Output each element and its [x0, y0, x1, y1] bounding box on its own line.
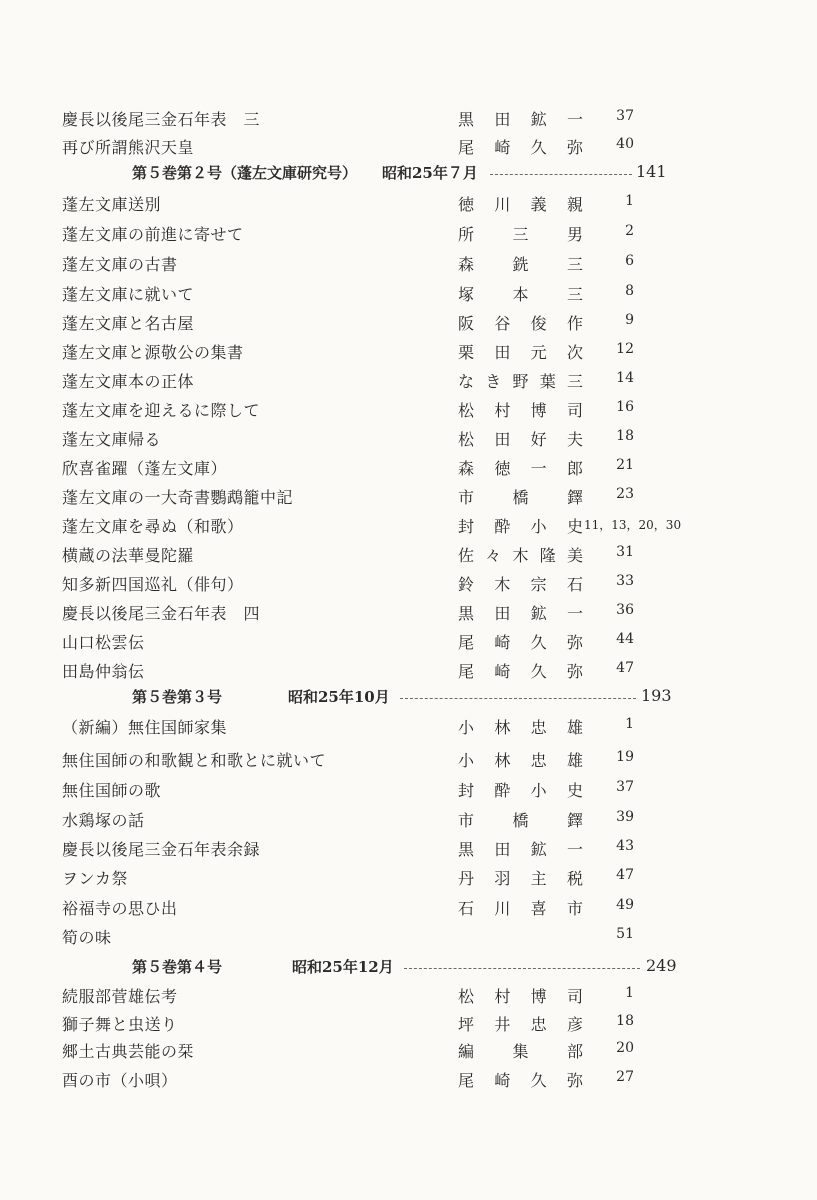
entry-page: 21	[616, 457, 634, 473]
toc-entry	[0, 711, 817, 741]
entry-author: 塚本三	[458, 285, 583, 304]
entry-title: 慶長以後尾三金石年表余録	[62, 840, 261, 859]
entry-title: 水鶏塚の話	[62, 811, 145, 830]
toc-entry	[0, 626, 817, 656]
entry-page: 23	[616, 486, 634, 502]
toc-entry	[0, 774, 817, 804]
toc-entry	[0, 278, 817, 308]
entry-page: 18	[616, 428, 634, 444]
toc-entry	[0, 394, 817, 424]
entry-author: 佐々木隆美	[458, 546, 583, 565]
entry-author: 丹羽主税	[458, 869, 583, 888]
entry-title: 続服部菅雄伝考	[62, 987, 178, 1006]
entry-page: 6	[625, 253, 634, 269]
entry-author: 徳川義親	[458, 195, 583, 214]
issue-start-page: 193	[641, 686, 672, 705]
entry-title: 郷土古典芸能の栞	[62, 1042, 195, 1061]
toc-entry	[0, 655, 817, 685]
entry-page: 11，13，20，30	[584, 518, 682, 532]
entry-page: 14	[616, 370, 634, 386]
entry-page: 1	[625, 193, 634, 209]
issue-header	[0, 158, 817, 188]
toc-entry	[0, 539, 817, 569]
toc-entry	[0, 568, 817, 598]
issue-start-page: 249	[646, 956, 677, 975]
entry-title: 蓬左文庫を尋ぬ（和歌）	[62, 517, 244, 536]
entry-page: 16	[616, 399, 634, 415]
entry-author: 尾崎久弥	[458, 1071, 583, 1090]
entry-page: 20	[616, 1040, 634, 1056]
entry-author: 森徳一郎	[458, 459, 583, 478]
entry-title: 蓬左文庫送別	[62, 195, 162, 214]
toc-entry	[0, 862, 817, 892]
entry-title: 蓬左文庫帰る	[62, 430, 162, 449]
toc-entry	[0, 804, 817, 834]
entry-page: 43	[616, 838, 634, 854]
toc-entry	[0, 248, 817, 278]
entry-page: 31	[616, 544, 634, 560]
entry-title: 蓬左文庫の前進に寄せて	[62, 225, 244, 244]
entry-title: 蓬左文庫と源敬公の集書	[62, 343, 244, 362]
toc-entry	[0, 218, 817, 248]
toc-entry	[0, 452, 817, 482]
entry-page: 2	[625, 223, 634, 239]
entry-title: 再び所謂熊沢天皇	[62, 138, 195, 157]
entry-author: 栗田元次	[458, 343, 583, 362]
entry-page: 36	[616, 602, 634, 618]
entry-page: 37	[616, 108, 634, 124]
entry-title: 裕福寺の思ひ出	[62, 899, 178, 918]
entry-author: 黒田鉱一	[458, 840, 583, 859]
entry-author: 森銑三	[458, 255, 583, 274]
toc-entry	[0, 1035, 817, 1065]
entry-title: 蓬左文庫本の正体	[62, 372, 195, 391]
issue-date: 昭和25年12月	[292, 958, 394, 976]
issue-label: 第５巻第４号	[132, 958, 223, 976]
entry-author: なき野葉三	[458, 372, 583, 391]
entry-author: 封酔小史	[458, 517, 583, 536]
toc-entry	[0, 1064, 817, 1094]
entry-page: 1	[625, 985, 634, 1001]
issue-header	[0, 682, 817, 712]
entry-title: 酉の市（小唄）	[62, 1071, 178, 1090]
entry-page: 8	[625, 283, 634, 299]
entry-page: 49	[616, 897, 634, 913]
entry-title: 無住国師の和歌観と和歌とに就いて	[62, 751, 327, 770]
issue-label: 第５巻第２号（蓬左文庫研究号）	[132, 164, 358, 182]
entry-page: 1	[625, 716, 634, 732]
entry-author: 封酔小史	[458, 781, 583, 800]
entry-page: 19	[616, 749, 634, 765]
entry-page: 40	[616, 136, 634, 152]
toc-entry	[0, 481, 817, 511]
entry-author: 石川喜市	[458, 899, 583, 918]
toc-entry	[0, 744, 817, 774]
entry-author: 阪谷俊作	[458, 314, 583, 333]
toc-entry	[0, 423, 817, 453]
entry-author: 松田好夫	[458, 430, 583, 449]
issue-label: 第５巻第３号	[132, 688, 223, 706]
entry-title: 横蔵の法華曼陀羅	[62, 546, 195, 565]
entry-author: 鈴木宗石	[458, 575, 583, 594]
entry-author: 市橋鐸	[458, 488, 583, 507]
toc-entry	[0, 131, 817, 161]
entry-author: 編集部	[458, 1042, 583, 1061]
entry-author: 小林忠雄	[458, 718, 583, 737]
dot-leader	[490, 174, 632, 175]
entry-title: 蓬左文庫の古書	[62, 255, 178, 274]
entry-title: 蓬左文庫を迎えるに際して	[62, 401, 261, 420]
entry-page: 27	[616, 1069, 634, 1085]
entry-title: 山口松雲伝	[62, 633, 145, 652]
entry-page: 47	[616, 867, 634, 883]
entry-page: 37	[616, 779, 634, 795]
entry-author: 小林忠雄	[458, 751, 583, 770]
entry-title: 筍の味	[62, 928, 112, 947]
entry-author: 市橋鐸	[458, 811, 583, 830]
entry-page: 47	[616, 660, 634, 676]
entry-page: 44	[616, 631, 634, 647]
entry-author: 松村博司	[458, 987, 583, 1006]
entry-author: 松村博司	[458, 401, 583, 420]
toc-entry	[0, 307, 817, 337]
entry-author: 尾崎久弥	[458, 662, 583, 681]
entry-title: 知多新四国巡礼（俳句）	[62, 575, 244, 594]
issue-date: 昭和25年７月	[382, 164, 478, 182]
entry-title: 田島仲翁伝	[62, 662, 145, 681]
entry-page: 12	[616, 341, 634, 357]
entry-author: 黒田鉱一	[458, 110, 583, 129]
toc-entry	[0, 336, 817, 366]
entry-title: 欣喜雀躍（蓬左文庫）	[62, 459, 228, 478]
toc-entry	[0, 892, 817, 922]
entry-title: 慶長以後尾三金石年表 四	[62, 604, 261, 623]
entry-author: 坪井忠彦	[458, 1015, 583, 1034]
issue-header	[0, 952, 817, 982]
entry-author: 尾崎久弥	[458, 633, 583, 652]
toc-entry	[0, 365, 817, 395]
entry-page: 33	[616, 573, 634, 589]
issue-date: 昭和25年10月	[288, 688, 390, 706]
dot-leader	[404, 968, 640, 969]
entry-title: 慶長以後尾三金石年表 三	[62, 110, 261, 129]
entry-author: 所三男	[458, 225, 583, 244]
entry-author: 黒田鉱一	[458, 604, 583, 623]
entry-title: 蓬左文庫と名古屋	[62, 314, 195, 333]
toc-entry	[0, 921, 817, 951]
toc-entry	[0, 510, 817, 540]
toc-entry	[0, 597, 817, 627]
toc-entry	[0, 103, 817, 133]
toc-entry	[0, 188, 817, 218]
toc-entry	[0, 980, 817, 1010]
entry-title: （新編）無住国師家集	[62, 718, 228, 737]
entry-title: 蓬左文庫に就いて	[62, 285, 195, 304]
toc-entry	[0, 833, 817, 863]
dot-leader	[400, 698, 636, 699]
entry-title: ヲンカ祭	[62, 869, 129, 888]
entry-page: 51	[616, 926, 634, 942]
entry-title: 無住国師の歌	[62, 781, 162, 800]
toc-entry	[0, 1008, 817, 1038]
issue-start-page: 141	[636, 162, 667, 181]
entry-page: 18	[616, 1013, 634, 1029]
entry-page: 9	[625, 312, 634, 328]
entry-title: 蓬左文庫の一大奇書鸚鵡籠中記	[62, 488, 294, 507]
entry-author: 尾崎久弥	[458, 138, 583, 157]
entry-title: 獅子舞と虫送り	[62, 1015, 178, 1034]
entry-page: 39	[616, 809, 634, 825]
